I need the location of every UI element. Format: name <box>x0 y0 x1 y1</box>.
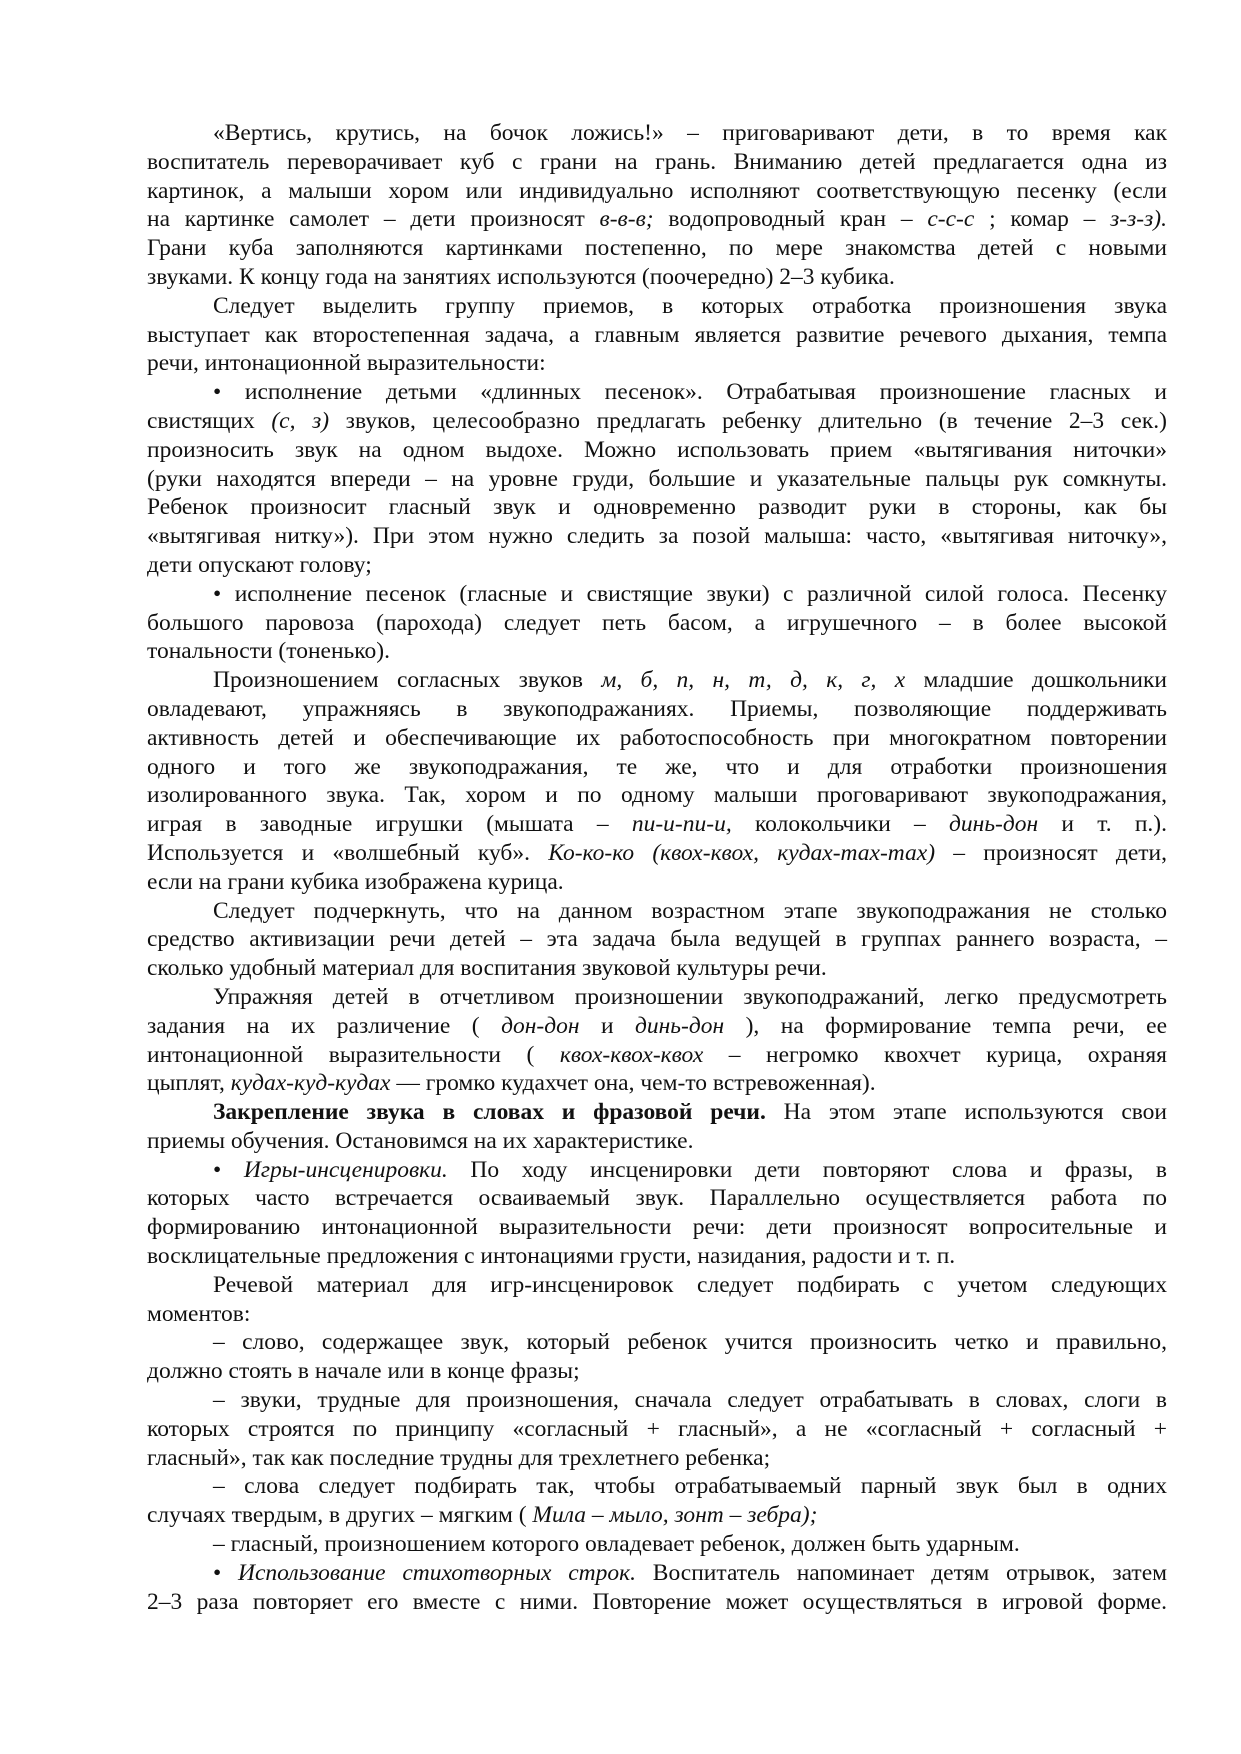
text-line <box>147 897 1167 926</box>
text-run: случаях твердым, в других – мягким ( <box>147 1502 533 1529</box>
text-run: картинок, а малыши хором или индивидуально исполняют соответствующую песенку (если <box>147 177 1167 204</box>
text-line <box>147 1213 1167 1242</box>
text-run: овладевают, упражняясь в звукоподражаниях. Приемы, позволяющие поддерживать <box>147 695 1167 722</box>
text-line <box>147 1501 1167 1530</box>
text-run: • исполнение песенок (гласные и свистящие звуки) с различной силой голоса. Песенку <box>213 580 1167 607</box>
text-run: звуков, целесообразно предлагать ребенку длительно (в течение 2–3 сек.) <box>329 407 1167 434</box>
text-run: свистящих <box>147 407 272 434</box>
text-run: одного и того же звукоподражания, те же, что и для отработки произношения <box>147 753 1167 780</box>
paragraph <box>147 1098 1167 1156</box>
text-run: Следует подчеркнуть, что на данном возрастном этапе звукоподражания не столько <box>213 897 1167 924</box>
paragraph <box>147 897 1167 983</box>
text-run: Упражняя детей в отчетливом произношении звукоподражаний, легко предусмотреть <box>213 983 1167 1010</box>
paragraph <box>147 1271 1167 1329</box>
text-line <box>147 925 1167 954</box>
text-line <box>147 1242 1167 1271</box>
text-run: восклицательные предложения с интонациями грусти, назидания, радости и т. п. <box>147 1243 956 1270</box>
text-run: — громко кудахчет она, чем-то встревоженная). <box>390 1070 876 1097</box>
text-run: Ребенок произносит гласный звук и одновременно разводит руки в стороны, как бы <box>147 494 1167 521</box>
italic-text: пи-и-пи-и, <box>631 811 732 838</box>
paragraph <box>147 580 1167 666</box>
paragraph <box>147 119 1167 292</box>
text-line <box>147 551 1167 580</box>
text-run: средство активизации речи детей – эта задача была ведущей в группах раннего возраста, – <box>147 926 1167 953</box>
text-line <box>147 1012 1167 1041</box>
text-line <box>147 119 1167 148</box>
paragraph <box>147 983 1167 1098</box>
italic-text: дон-дон <box>501 1012 580 1039</box>
italic-text: в-в-в; <box>599 206 654 233</box>
text-line <box>147 1156 1167 1185</box>
italic-text: квох-квох-квох <box>559 1041 704 1068</box>
text-line <box>147 1300 1167 1329</box>
text-run: Речевой материал для игр-инсценировок следует подбирать с учетом следующих <box>213 1271 1167 1298</box>
text-run: «Вертись, крутись, на бочок ложись!» – приговаривают дети, в то время как <box>213 120 1167 146</box>
bold-heading-text: Закрепление звука в словах и фразовой речи. <box>213 1099 766 1126</box>
paragraph <box>147 1530 1167 1559</box>
text-run: которых часто встречается осваиваемый звук. Параллельно осуществляется работа по <box>147 1185 1167 1212</box>
text-run: выступает как второстепенная задача, а главным является развитие речевого дыхания, темпа <box>147 321 1167 348</box>
text-line <box>147 205 1167 234</box>
text-run: интонационной выразительности ( <box>147 1041 560 1068</box>
text-line <box>147 1588 1167 1617</box>
text-line <box>147 263 1167 292</box>
text-line <box>147 1098 1167 1127</box>
text-line <box>147 1041 1167 1070</box>
text-line <box>147 1559 1167 1588</box>
text-run: • <box>213 1156 244 1183</box>
italic-text: Игры-инсценировки. <box>243 1156 448 1183</box>
text-run: которых строятся по принципу «согласный + гласный», а не «согласный + согласный + <box>147 1415 1167 1442</box>
italic-text: динь-дон <box>949 811 1039 838</box>
text-run: – негромко квохчет курица, охраняя <box>703 1041 1167 1068</box>
text-line <box>147 234 1167 263</box>
text-run: «вытягивая нитку»). При этом нужно следить за позой малыша: часто, «вытягивая ниточку», <box>147 523 1167 550</box>
text-line <box>147 148 1167 177</box>
text-run: речи, интонационной выразительности: <box>147 350 546 377</box>
text-line <box>147 724 1167 753</box>
text-run: Следует выделить группу приемов, в которых отработка произношения звука <box>213 292 1167 319</box>
text-line <box>147 666 1167 695</box>
italic-text: кудах-куд-кудах <box>230 1070 391 1097</box>
italic-text: Использование стихотворных строк. <box>238 1559 636 1586</box>
text-line <box>147 810 1167 839</box>
text-run: цыплят, <box>147 1070 231 1097</box>
italic-text: динь-дон <box>635 1012 725 1039</box>
text-run: По ходу инсценировки дети повторяют слова и фразы, в <box>447 1156 1167 1183</box>
text-run: – звуки, трудные для произношения, сначала следует отрабатывать в словах, слоги в <box>213 1387 1167 1414</box>
text-line <box>147 753 1167 782</box>
text-run: • <box>213 1559 239 1586</box>
text-line <box>147 868 1167 897</box>
text-run: звуками. К концу года на занятиях используются (поочередно) 2–3 кубика. <box>147 263 895 290</box>
text-run: Грани куба заполняются картинками постепенно, по мере знакомства детей с новыми <box>147 235 1167 262</box>
text-line <box>147 465 1167 494</box>
paragraph <box>147 1472 1167 1530</box>
text-line <box>147 177 1167 206</box>
italic-text: Мила – мыло, зонт – зебра); <box>532 1502 818 1529</box>
paragraph <box>147 1386 1167 1472</box>
text-run: играя в заводные игрушки (мышата – <box>147 811 632 838</box>
text-run: сколько удобный материал для воспитания звуковой культуры речи. <box>147 955 827 982</box>
text-run: тональности (тоненько). <box>147 638 390 665</box>
text-run: Используется и «волшебный куб». <box>147 839 549 866</box>
text-run: колокольчики – <box>731 811 950 838</box>
text-run: активность детей и обеспечивающие их работоспособность при многократном повторении <box>147 724 1167 751</box>
italic-text: (с, з) <box>271 407 330 434</box>
text-line <box>147 580 1167 609</box>
text-run: произносить звук на одном выдохе. Можно использовать прием «вытягивания ниточки» <box>147 436 1167 463</box>
text-run: на картинке самолет – дети произносят <box>147 206 600 233</box>
text-run: Воспитатель напоминает детям отрывок, затем <box>636 1559 1168 1586</box>
paragraph <box>147 666 1167 896</box>
text-line <box>147 781 1167 810</box>
text-run: – слова следует подбирать так, чтобы отрабатываемый парный звук был в одних <box>213 1473 1167 1500</box>
text-line <box>147 349 1167 378</box>
text-run: задания на их различение ( <box>147 1012 502 1039</box>
text-run: должно стоять в начале или в конце фразы; <box>147 1358 580 1385</box>
text-run: воспитатель переворачивает куб с грани на грань. Вниманию детей предлагается одна из <box>147 148 1167 175</box>
text-line <box>147 1444 1167 1473</box>
text-run: и т. п.). <box>1038 811 1167 838</box>
paragraph <box>147 1328 1167 1386</box>
paragraph <box>147 1559 1167 1617</box>
text-line <box>147 378 1167 407</box>
text-line <box>147 609 1167 638</box>
text-run: • исполнение детьми «длинных песенок». Отрабатывая произношение гласных и <box>213 379 1167 406</box>
text-run: изолированного звука. Так, хором и по одному малыши проговаривают звукоподражания, <box>147 782 1167 809</box>
text-run: младшие дошкольники <box>905 667 1167 694</box>
text-run: – гласный, произношением которого овладевает ребенок, должен быть ударным. <box>213 1531 1020 1558</box>
text-line <box>147 321 1167 350</box>
text-line <box>147 292 1167 321</box>
italic-text: Ко-ко-ко (квох-квох, кудах-тах-тах) <box>548 839 936 866</box>
text-run: – слово, содержащее звук, который ребенок учится произносить четко и правильно, <box>213 1329 1167 1356</box>
paragraph <box>147 1156 1167 1271</box>
text-line <box>147 1271 1167 1300</box>
text-line <box>147 493 1167 522</box>
paragraph <box>147 378 1167 580</box>
text-line <box>147 1357 1167 1386</box>
text-run: (руки находятся впереди – на уровне груди, большие и указательные пальцы рук сомкнуты. <box>147 465 1167 492</box>
italic-text: м, б, п, н, т, д, к, г, х <box>601 667 906 694</box>
text-run: водопроводный кран – <box>653 206 928 233</box>
text-line <box>147 983 1167 1012</box>
text-run: гласный», так как последние трудны для трехлетнего ребенка; <box>147 1444 771 1471</box>
text-run: 2–3 раза повторяет его вместе с ними. Повторение может осуществляться в игровой форме. <box>147 1588 1167 1615</box>
text-line <box>147 1127 1167 1156</box>
text-run: ; комар – <box>974 206 1111 233</box>
text-run: и <box>579 1012 636 1039</box>
text-run: приемы обучения. Остановимся на их характеристике. <box>147 1127 694 1154</box>
text-line <box>147 637 1167 666</box>
text-line <box>147 1386 1167 1415</box>
text-line <box>147 954 1167 983</box>
text-run: дети опускают голову; <box>147 551 372 578</box>
text-line <box>147 436 1167 465</box>
text-run: если на грани кубика изображена курица. <box>147 868 564 895</box>
text-run: Произношением согласных звуков <box>213 667 602 694</box>
text-run: большого паровоза (парохода) следует петь басом, а игрушечного – в более высокой <box>147 609 1167 636</box>
text-run: На этом этапе используются свои <box>765 1099 1168 1126</box>
text-line <box>147 1530 1167 1559</box>
document-page <box>147 119 1167 1616</box>
text-run: ), на формирование темпа речи, ее <box>724 1012 1167 1039</box>
text-line <box>147 407 1167 436</box>
text-line <box>147 1328 1167 1357</box>
text-line <box>147 1472 1167 1501</box>
paragraph <box>147 292 1167 378</box>
text-line <box>147 839 1167 868</box>
text-line <box>147 1184 1167 1213</box>
text-line <box>147 1069 1167 1098</box>
text-run: моментов: <box>147 1300 251 1327</box>
text-line <box>147 1415 1167 1444</box>
text-line <box>147 522 1167 551</box>
italic-text: з-з-з). <box>1110 206 1167 233</box>
text-run: формированию интонационной выразительности речи: дети произносят вопросительные и <box>147 1214 1167 1241</box>
italic-text: с-с-с <box>927 206 975 233</box>
text-line <box>147 695 1167 724</box>
text-run: – произносят дети, <box>935 839 1168 866</box>
